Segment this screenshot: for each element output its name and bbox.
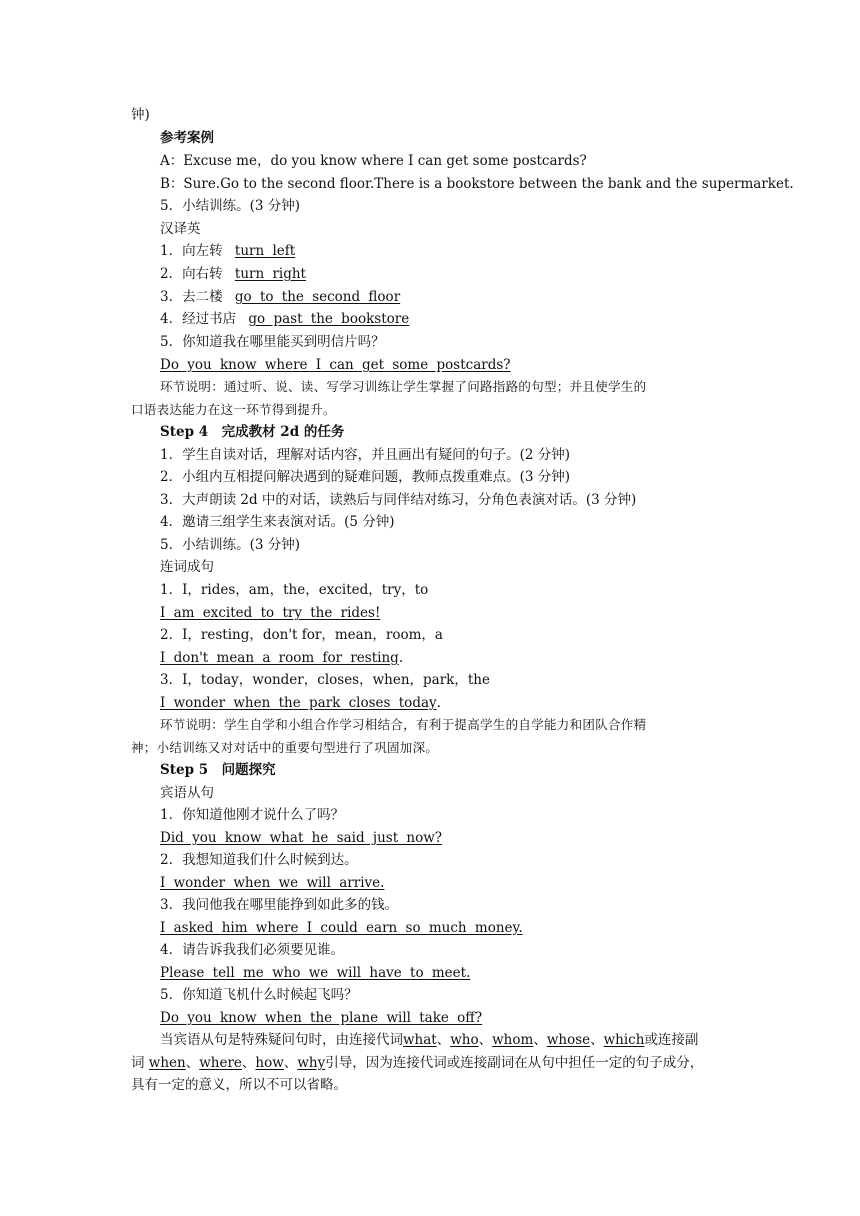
- keyword: who: [450, 1032, 479, 1048]
- exercise-prompt: 5．你知道飞机什么时候起飞吗？: [160, 987, 358, 1003]
- text-line: 钟): [131, 107, 150, 123]
- answer: I asked him where I could earn so much money.: [160, 920, 523, 936]
- note-line: 神；小结训练又对对话中的重要句型进行了巩固加深。: [131, 740, 439, 755]
- exercise-item: [160, 265, 306, 283]
- note-line: 环节说明：通过听、说、读、写学习训练让学生掌握了问路指路的句型；并且使学生的: [160, 379, 647, 394]
- note-line: 环节说明：学生自学和小组合作学习相结合，有利于提高学生的自学能力和团队合作精: [160, 717, 647, 732]
- exercise-prompt: 4．请告诉我我们必须要见谁。: [160, 942, 345, 958]
- paragraph-line: 具有一定的意义，所以不可以省略。: [131, 1077, 347, 1093]
- answer: go to the second floor: [234, 289, 401, 305]
- keyword: where: [199, 1055, 242, 1071]
- step-heading: Step 5 问题探究: [160, 762, 276, 778]
- text-line: 汉译英: [160, 221, 201, 237]
- answer: I wonder when we will arrive.: [160, 875, 385, 891]
- answer: Did you know what he said just now?: [160, 830, 443, 846]
- dialogue-line: A：Excuse me，do you know where I can get some postcards?: [160, 153, 587, 169]
- separator: 、: [590, 1032, 604, 1048]
- exercise-prompt: 1．I，rides，am，the，excited，try，to: [160, 582, 429, 598]
- text-line: 4．邀请三组学生来表演对话。(5 分钟): [160, 514, 395, 530]
- answer: turn left: [234, 243, 296, 259]
- answer-line: [160, 649, 403, 667]
- exercise-prompt: 1．向左转: [160, 243, 223, 259]
- separator: 、: [478, 1032, 493, 1048]
- answer: I am excited to try the rides!: [160, 605, 381, 621]
- keyword: why: [297, 1055, 326, 1071]
- separator: 、: [283, 1055, 298, 1071]
- text-span: 引导，因为连接代词或连接副词在从句中担任一定的句子成分，: [325, 1055, 704, 1071]
- separator: 、: [436, 1032, 451, 1048]
- text-span: 当宾语从句是特殊疑问句时，由连接代词: [160, 1032, 403, 1048]
- text-line: 5．小结训练。(3 分钟): [160, 198, 301, 214]
- answer: Do you know when the plane will take off?: [160, 1010, 483, 1026]
- paragraph-line: [160, 1031, 698, 1049]
- answer: Please tell me who we will have to meet.: [160, 965, 471, 981]
- keyword: what: [403, 1032, 437, 1048]
- answer: go past the bookstore: [248, 311, 410, 327]
- separator: 、: [533, 1032, 547, 1048]
- answer: I wonder when the park closes today: [160, 695, 437, 711]
- note-line: 口语表达能力在这一环节得到提升。: [131, 402, 336, 417]
- answer-line: [160, 694, 441, 712]
- exercise-prompt: 2．我想知道我们什么时候到达。: [160, 852, 358, 868]
- keyword: when: [148, 1055, 186, 1071]
- keyword: how: [255, 1055, 284, 1071]
- text-line: 5．小结训练。(3 分钟): [160, 537, 301, 553]
- exercise-item: [160, 310, 409, 328]
- keyword: whom: [492, 1032, 534, 1048]
- exercise-prompt: 2．向右转: [160, 266, 223, 282]
- answer: I don't mean a room for resting: [160, 650, 399, 666]
- text-line: 宾语从句: [160, 785, 214, 801]
- exercise-prompt: 3．去二楼: [160, 289, 223, 305]
- dialogue-line: B：Sure.Go to the second floor.There is a bookstore between the bank and the supermarket.: [160, 176, 794, 192]
- exercise-prompt: 2．I，resting，don't for，mean，room，a: [160, 627, 443, 643]
- text-line: 2．小组内互相提问解决遇到的疑难问题，教师点拨重难点。(3 分钟): [160, 469, 571, 485]
- text-line: 连词成句: [160, 559, 214, 575]
- separator: 、: [185, 1055, 200, 1071]
- exercise-prompt: 5．你知道我在哪里能买到明信片吗？: [160, 334, 385, 350]
- punctuation: .: [436, 695, 441, 711]
- answer: Do you know where I can get some postcards?: [160, 357, 511, 373]
- exercise-item: [160, 242, 295, 260]
- section-heading: 参考案例: [160, 130, 214, 146]
- text-line: 3．大声朗读 2d 中的对话，读熟后与同伴结对练习，分角色表演对话。(3 分钟): [160, 492, 637, 508]
- exercise-prompt: 1．你知道他刚才说什么了吗？: [160, 807, 345, 823]
- text-line: 1．学生自读对话，理解对话内容，并且画出有疑问的句子。(2 分钟): [160, 447, 571, 463]
- paragraph-line: [131, 1054, 703, 1072]
- step-heading: Step 4 完成教材 2d 的任务: [160, 424, 345, 440]
- answer: turn right: [234, 266, 306, 282]
- text-span: 或连接副: [644, 1032, 699, 1048]
- exercise-prompt: 3．我问他我在哪里能挣到如此多的钱。: [160, 897, 399, 913]
- keyword: whose: [546, 1032, 591, 1048]
- text-span: 词: [131, 1055, 145, 1071]
- exercise-item: [160, 288, 400, 306]
- keyword: which: [603, 1032, 645, 1048]
- exercise-prompt: 3．I，today，wonder，closes，when，park，the: [160, 672, 490, 688]
- punctuation: .: [398, 650, 404, 666]
- separator: 、: [241, 1055, 256, 1071]
- exercise-prompt: 4．经过书店: [160, 311, 237, 327]
